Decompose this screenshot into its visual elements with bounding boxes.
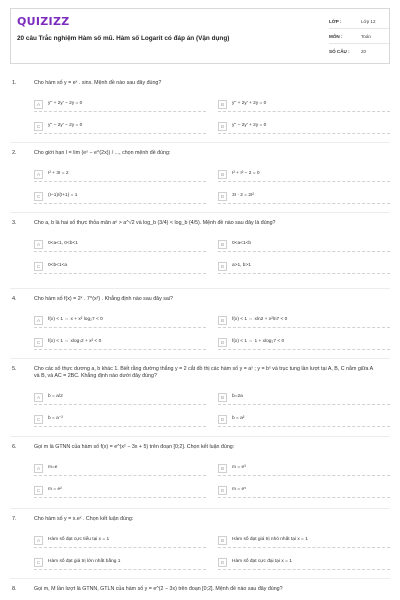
option-letter: B	[218, 240, 227, 249]
question-text: Cho giới hạn I = lim (eˣ − e^(2x)) / ..., chọn mệnh đề đúng:	[34, 150, 171, 156]
option-text: f(x) < 1 ⇔ xln2 + x²ln7 < 0	[232, 317, 288, 322]
option-letter: C	[34, 415, 43, 424]
option-letter: A	[34, 464, 43, 473]
answer-option-c[interactable]	[34, 485, 206, 498]
question-number: 2.	[12, 150, 17, 156]
answer-option-d[interactable]	[218, 191, 390, 204]
option-text: 3I · 2 = 2I²	[232, 193, 254, 198]
question-text: Cho a, b là hai số thực thỏa mãn aᵉ > a^√2 và log_b (3/4) < log_b (4/5). Mệnh đề nào sau đây là đúng?	[34, 220, 276, 226]
meta-key: SỐ CÂU :	[329, 48, 350, 54]
meta-subject	[329, 29, 389, 44]
option-letter: C	[34, 122, 43, 131]
quizizz-logo: QUIZIZZ	[17, 15, 70, 28]
option-text: Hàm số đạt giá trị lớn nhất bằng 1	[48, 559, 121, 564]
question-text: Cho hàm số f(x) = 2ˣ . 7^(x²) . Khẳng định nào sau đây sai?	[34, 296, 173, 302]
answer-option-c[interactable]	[34, 261, 206, 274]
answer-option-a[interactable]	[34, 535, 206, 548]
option-letter: C	[34, 338, 43, 347]
option-letter: B	[218, 100, 227, 109]
option-text: 0<a<1, 0<b<1	[48, 241, 78, 246]
option-text: y'' + 2y' − 2y = 0	[48, 101, 83, 106]
option-text: 0<a<1<b	[232, 241, 252, 246]
answer-option-a[interactable]	[34, 392, 206, 405]
option-letter: A	[34, 100, 43, 109]
option-text: Hàm số đạt giá trị nhỏ nhất tại x = 1	[232, 537, 308, 542]
question-divider	[10, 508, 390, 509]
option-text: b = a/2	[48, 394, 63, 399]
meta-key: LỚP :	[329, 18, 342, 24]
option-text: b = a⁻²	[48, 416, 63, 421]
option-text: m = e⁵	[232, 487, 247, 492]
option-letter: D	[218, 415, 227, 424]
answer-option-c[interactable]	[34, 557, 206, 570]
option-letter: D	[218, 558, 227, 567]
option-text: m = e²	[48, 487, 62, 492]
option-letter: B	[218, 464, 227, 473]
option-text: a>1, b>1	[232, 263, 251, 268]
meta-value: 20	[361, 48, 367, 54]
question-number: 6.	[12, 444, 17, 450]
quiz-title: 20 câu Trắc nghiệm Hàm số mũ. Hàm số Logarit có đáp án (Vận dụng)	[17, 35, 230, 42]
option-text: 0<b<1<a	[48, 263, 68, 268]
option-letter: D	[218, 122, 227, 131]
option-letter: D	[218, 192, 227, 201]
answer-option-c[interactable]	[34, 414, 206, 427]
option-text: Hàm số đạt cực tiểu tại x = 1	[48, 537, 110, 542]
question-divider	[10, 358, 390, 359]
question-text: Gọi m là GTNN của hàm số f(x) = e^(x² − 3x + 5) trên đoạn [0;2]. Chọn kết luận đúng:	[34, 444, 235, 450]
option-text: m=e	[48, 465, 58, 470]
question-text: Cho hàm số y = x.eˣ . Chọn kết luận đúng:	[34, 516, 134, 522]
answer-option-b[interactable]	[218, 463, 390, 476]
answer-option-b[interactable]	[218, 239, 390, 252]
option-letter: C	[34, 558, 43, 567]
answer-option-b[interactable]	[218, 392, 390, 405]
question-divider	[10, 578, 390, 579]
meta-value: Lớp 12	[361, 18, 376, 24]
option-text: I² + I² − 2 = 0	[232, 171, 260, 176]
meta-value: Toán	[361, 33, 371, 39]
question-divider	[10, 288, 390, 289]
option-text: Hàm số đạt cực đại tại x = 1	[232, 559, 292, 564]
meta-key: MÔN :	[329, 33, 343, 39]
answer-option-c[interactable]	[34, 121, 206, 134]
option-text: y'' + 2y' + 2y = 0	[232, 101, 267, 106]
answer-option-a[interactable]	[34, 315, 206, 328]
quiz-meta	[329, 14, 389, 58]
question-divider	[10, 212, 390, 213]
option-letter: D	[218, 262, 227, 271]
option-text: y'' − 2y' + 2y = 0	[232, 123, 267, 128]
question-text: Cho hàm số y = eˣ . sinx. Mệnh đề nào sau đây đúng?	[34, 80, 162, 86]
question-number: 7.	[12, 516, 17, 522]
question-number: 5.	[12, 366, 17, 372]
option-text: b = a²	[232, 416, 245, 421]
option-letter: A	[34, 240, 43, 249]
option-text: I² + 3I = 2	[48, 171, 69, 176]
question-divider	[10, 436, 390, 437]
option-letter: A	[34, 536, 43, 545]
question-text: Gọi m, M lần lượt là GTNN, GTLN của hàm số y = e^(2 − 3x) trên đoạn [0;2]. Mệnh đề nào sau đây đúng?	[34, 586, 283, 592]
option-letter: D	[218, 486, 227, 495]
option-text: f(x) < 1 ⇔ x + x² log₂7 < 0	[48, 317, 103, 322]
option-letter: A	[34, 170, 43, 179]
answer-option-a[interactable]	[34, 169, 206, 182]
option-text: (I−1)/(I+1) = 1	[48, 193, 78, 198]
answer-option-d[interactable]	[218, 337, 390, 350]
option-letter: B	[218, 393, 227, 402]
question-divider	[10, 142, 390, 143]
answer-option-a[interactable]	[34, 239, 206, 252]
question-number: 3.	[12, 220, 17, 226]
option-letter: B	[218, 536, 227, 545]
option-letter: C	[34, 262, 43, 271]
quiz-header	[10, 8, 390, 64]
question-number: 4.	[12, 296, 17, 302]
option-letter: D	[218, 338, 227, 347]
option-letter: C	[34, 192, 43, 201]
answer-option-d[interactable]	[218, 557, 390, 570]
question-text: Cho các số thực dương a, b khác 1. Biết rằng đường thẳng y = 2 cắt đồ thị các hàm số y = aˣ ; y = bˣ và trục tung lần lượt tại A, B, C nằm giữa A và B, và AC = 2BC. Khẳng định nào dưới đây đúng?	[34, 366, 373, 380]
answer-option-b[interactable]	[218, 99, 390, 112]
answer-option-b[interactable]	[218, 535, 390, 548]
question-number: 1.	[12, 80, 17, 86]
meta-question-count	[329, 44, 389, 58]
question-number: 8.	[12, 586, 17, 592]
option-text: b=2a	[232, 394, 243, 399]
answer-option-c[interactable]	[34, 337, 206, 350]
meta-class	[329, 14, 389, 29]
option-text: f(x) < 1 ⇔ xlog₇2 + x² < 0	[48, 339, 102, 344]
option-text: y'' − 2y' − 2y = 0	[48, 123, 83, 128]
answer-option-d[interactable]	[218, 121, 390, 134]
option-text: m = e³	[232, 465, 246, 470]
answer-option-d[interactable]	[218, 414, 390, 427]
answer-option-b[interactable]	[218, 169, 390, 182]
answer-option-d[interactable]	[218, 261, 390, 274]
option-letter: A	[34, 393, 43, 402]
option-text: f(x) < 1 ⇔ 1 + xlog₂7 < 0	[232, 339, 285, 344]
answer-option-a[interactable]	[34, 463, 206, 476]
answer-option-b[interactable]	[218, 315, 390, 328]
option-letter: C	[34, 486, 43, 495]
option-letter: B	[218, 316, 227, 325]
option-letter: B	[218, 170, 227, 179]
answer-option-c[interactable]	[34, 191, 206, 204]
option-letter: A	[34, 316, 43, 325]
answer-option-a[interactable]	[34, 99, 206, 112]
answer-option-d[interactable]	[218, 485, 390, 498]
